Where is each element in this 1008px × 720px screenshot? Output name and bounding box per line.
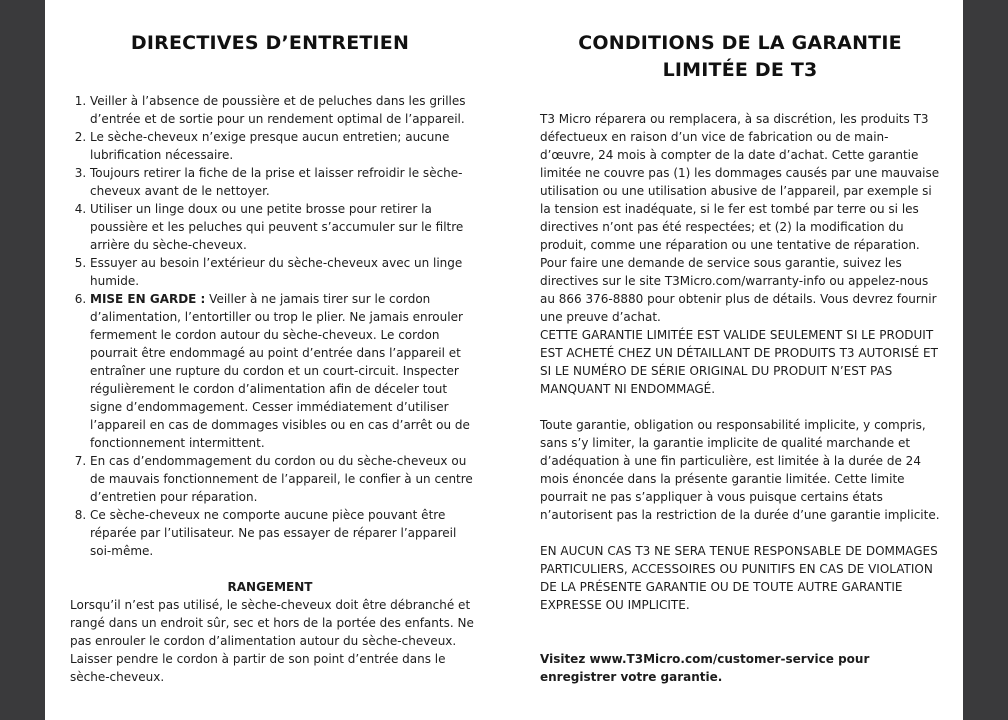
list-item: 4. Utiliser un linge doux ou une petite brosse pour retirer la poussière et les peluches qui peuvent s’accumuler sur le filtre arrière du sèche-cheveux.	[90, 200, 474, 254]
document-page	[45, 0, 963, 720]
warranty-title: CONDITIONS DE LA GARANTIE LIMITÉE DE T3	[578, 32, 902, 81]
warranty-paragraph-coverage: T3 Micro réparera ou remplacera, à sa discrétion, les produits T3 défectueux en raison d’un vice de fabrication ou de main-d’œuvre, 24 mois à compter de la date d’achat. Cette garantie limitée ne couvre pas (1) les dommages causés par une mauvaise utilisation ou une utilisation abusive de l’appareil, par exemple si la tension est inadéquate, si le fer est tombé par terre ou si les directives n’ont pas été respectées; et (2) la modification du produit, comme une réparation ou une tentative de réparation. Pour faire une demande de service sous garantie, suivez les directives sur le site T3Micro.com/warranty-info ou appelez-nous au 866 376-8880 pour obtenir plus de détails. Vous devrez fournir une preuve d’achat.	[540, 112, 940, 324]
warning-text: Veiller à ne jamais tirer sur le cordon d’alimentation, l’entortiller ou trop le plier. Ne jamais enrouler fermement le cordon autour du sèche-cheveux. Le cordon pourrait être endommagé au point d’entrée dans l’appareil et entraîner une rupture du cordon et un court-circuit. Inspecter régulièrement le cordon d’alimentation afin de déceler tout signe d’endommagement. Cesser immédiatement d’utiliser l’appareil en cas de dommages visibles ou en cas d’arrêt ou de fonctionnement intermittent.	[90, 292, 470, 450]
list-item: 5. Essuyer au besoin l’extérieur du sèche-cheveux avec un linge humide.	[90, 254, 474, 290]
warranty-paragraph-validity: CETTE GARANTIE LIMITÉE EST VALIDE SEULEMENT SI LE PRODUIT EST ACHETÉ CHEZ UN DÉTAILLANT DE PRODUITS T3 AUTORISÉ ET SI LE NUMÉRO DE SÉRIE ORIGINAL DU PRODUIT N’EST PAS MANQUANT NI ENDOMMAGÉ.	[540, 328, 938, 396]
list-item: 7. En cas d’endommagement du cordon ou du sèche-cheveux ou de mauvais fonctionnement de l’appareil, le confier à un centre d’entretien pour réparation.	[90, 452, 474, 506]
care-instructions-list	[70, 92, 474, 560]
warranty-paragraph-liability: EN AUCUN CAS T3 NE SERA TENUE RESPONSABLE DE DOMMAGES PARTICULIERS, ACCESSOIRES OU PUNITIFS EN CAS DE VIOLATION DE LA PRÉSENTE GARANTIE OU DE TOUTE AUTRE GARANTIE EXPRESSE OU IMPLICITE.	[540, 544, 938, 612]
care-instructions-title: DIRECTIVES D’ENTRETIEN	[130, 32, 410, 54]
list-item-warning	[90, 290, 474, 452]
warranty-paragraph-implied: Toute garantie, obligation ou responsabilité implicite, y compris, sans s’y limiter, la garantie implicite de qualité marchande et d’adéquation à une fin particulière, est limitée à la durée de 24 mois énoncée dans la présente garantie limitée. Cette limite pourrait ne pas s’appliquer à vous puisque certains états n’autorisent pas la restriction de la durée d’une garantie implicite.	[540, 418, 940, 522]
storage-heading: RANGEMENT	[227, 580, 313, 594]
list-item: 3. Toujours retirer la fiche de la prise et laisser refroidir le sèche-cheveux avant de le nettoyer.	[90, 164, 474, 200]
warning-label: MISE EN GARDE :	[90, 292, 206, 306]
list-item: 8. Ce sèche-cheveux ne comporte aucune pièce pouvant être réparée par l’utilisateur. Ne pas essayer de réparer l’appareil soi-même.	[90, 506, 474, 560]
list-item: 2. Le sèche-cheveux n’exige presque aucun entretien; aucune lubrification nécessaire.	[90, 128, 474, 164]
list-item: 1. Veiller à l’absence de poussière et de peluches dans les grilles d’entrée et de sortie pour un rendement optimal de l’appareil.	[90, 92, 474, 128]
storage-text: Lorsqu’il n’est pas utilisé, le sèche-cheveux doit être débranché et rangé dans un endroit sûr, sec et hors de la portée des enfants. Ne pas enrouler le cordon d’alimentation autour du sèche-cheveux. Laisser pendre le cordon à partir de son point d’entrée dans le sèche-cheveux.	[70, 598, 474, 684]
warranty-registration-note: Visitez www.T3Micro.com/customer-service pour enregistrer votre garantie.	[540, 652, 870, 684]
